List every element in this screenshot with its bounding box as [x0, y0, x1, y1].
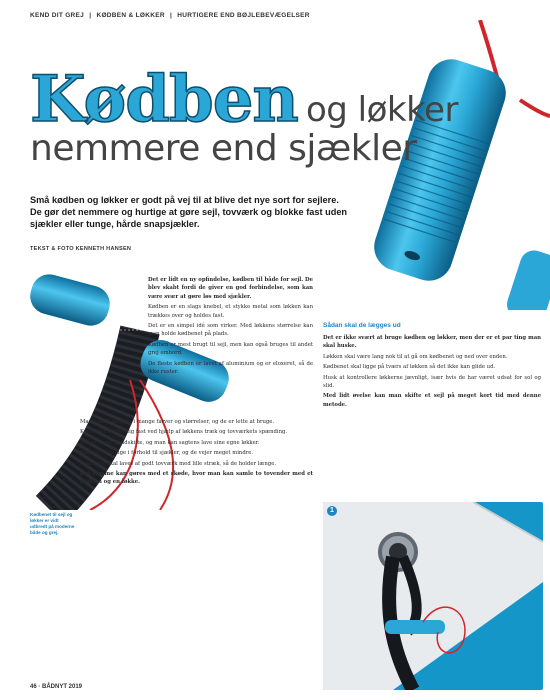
sail-clew-photo — [323, 502, 543, 690]
paragraph: Kødben er mest brugt til sejl, men kan også bruges til andet grej ombord. — [148, 341, 313, 357]
paragraph: Med lidt øvelse kan man skifte et sejl på meget kort tid med denne metode. — [323, 393, 541, 408]
body-column-1-lower — [80, 418, 313, 489]
nav-topic: KØDBEN & LØKKER — [96, 12, 165, 19]
step-badge: 1 — [327, 506, 337, 516]
paragraph: Kødben er billige i forhold til sjækler, og de vejer meget mindre. — [80, 450, 254, 457]
section-heading: Sådan skal de lægges ud — [323, 322, 401, 329]
byline: TEKST & FOTO KENNETH HANSEN — [30, 246, 132, 252]
paragraph: Det er lidt en ny opfindelse, kødben til både for sejl. De blev skabt fordi de giver en god forbindelse, som kan være svær at gøre løs med sjækler. — [148, 277, 313, 300]
paragraph: Det er nemt at udskifte, og man kan sagtens lave sine egne løkker. — [80, 439, 260, 446]
paragraph: Kødbenet holder sig fast ved hjælp af løkkens træk og tovværkets spænding. — [80, 429, 288, 436]
lead-paragraph: Små kødben og løkker er godt på vej til at blive det nye sort for sejlere. De gør det nemmere og hurtige at gøre sejl, tovværk og blokke fast uden sjækler eller tunge, hårde snapsjækler. — [30, 195, 348, 229]
paragraph: Man kan få kødben i mange farver og størrelser, og de er lette at bruge. — [80, 419, 275, 425]
nav-extra: HURTIGERE END BØJLEBEVÆGELSER — [177, 12, 310, 19]
paragraph: Det er en simpel idé som virker. Med løkkens størrelse kan man holde kødbenet på plads. — [148, 323, 313, 338]
body-column-1 — [148, 276, 313, 378]
paragraph: De fleste kødben er lavet af aluminium og er eloxeret, så de ikke ruster. — [148, 360, 313, 376]
headline — [30, 62, 458, 137]
page-folio: 46 · BÅDNYT 2019 — [30, 684, 83, 690]
section-nav: KEND DIT GREJ | KØDBEN & LØKKER | HURTIGERE END BØJLEBEVÆGELSER — [30, 12, 310, 19]
paragraph: Husk at kontrollere løkkerne jævnligt, især hvis de har været udsat for sol og slid. — [323, 374, 541, 390]
photo-caption: Kødbenet til sejl og løkker er vidt udbredt på moderne både og grej. — [30, 512, 75, 535]
paragraph: Kødbenet skal ligge på tværs af løkken så det ikke kan glide ud. — [323, 364, 496, 371]
headline-line2: nemmere end sjækler — [30, 128, 417, 169]
paragraph: Løkkerne skal laves af godt tovværk med lille stræk, så de holder længe. — [80, 460, 277, 467]
paragraph: Det samme kan gøres med et skøde, hvor man kan samle to tovender med et kødben og en løkke. — [80, 471, 313, 486]
headline-rest: og løkker — [305, 90, 458, 130]
paragraph: Løkken skal være lang nok til at gå om kødbenet og ned over enden. — [323, 353, 508, 360]
nav-section: KEND DIT GREJ — [30, 12, 85, 19]
paragraph: Kødben er en slags knebel, et stykke metal som løkken kan trækkes over og holdes fast. — [148, 304, 313, 319]
body-column-2 — [323, 334, 541, 411]
sail-clew-image — [323, 502, 543, 690]
headline-main: Kødben — [30, 62, 298, 137]
paragraph: Det er ikke svært at bruge kødben og løkker, men der er et par ting man skal huske. — [323, 335, 541, 350]
